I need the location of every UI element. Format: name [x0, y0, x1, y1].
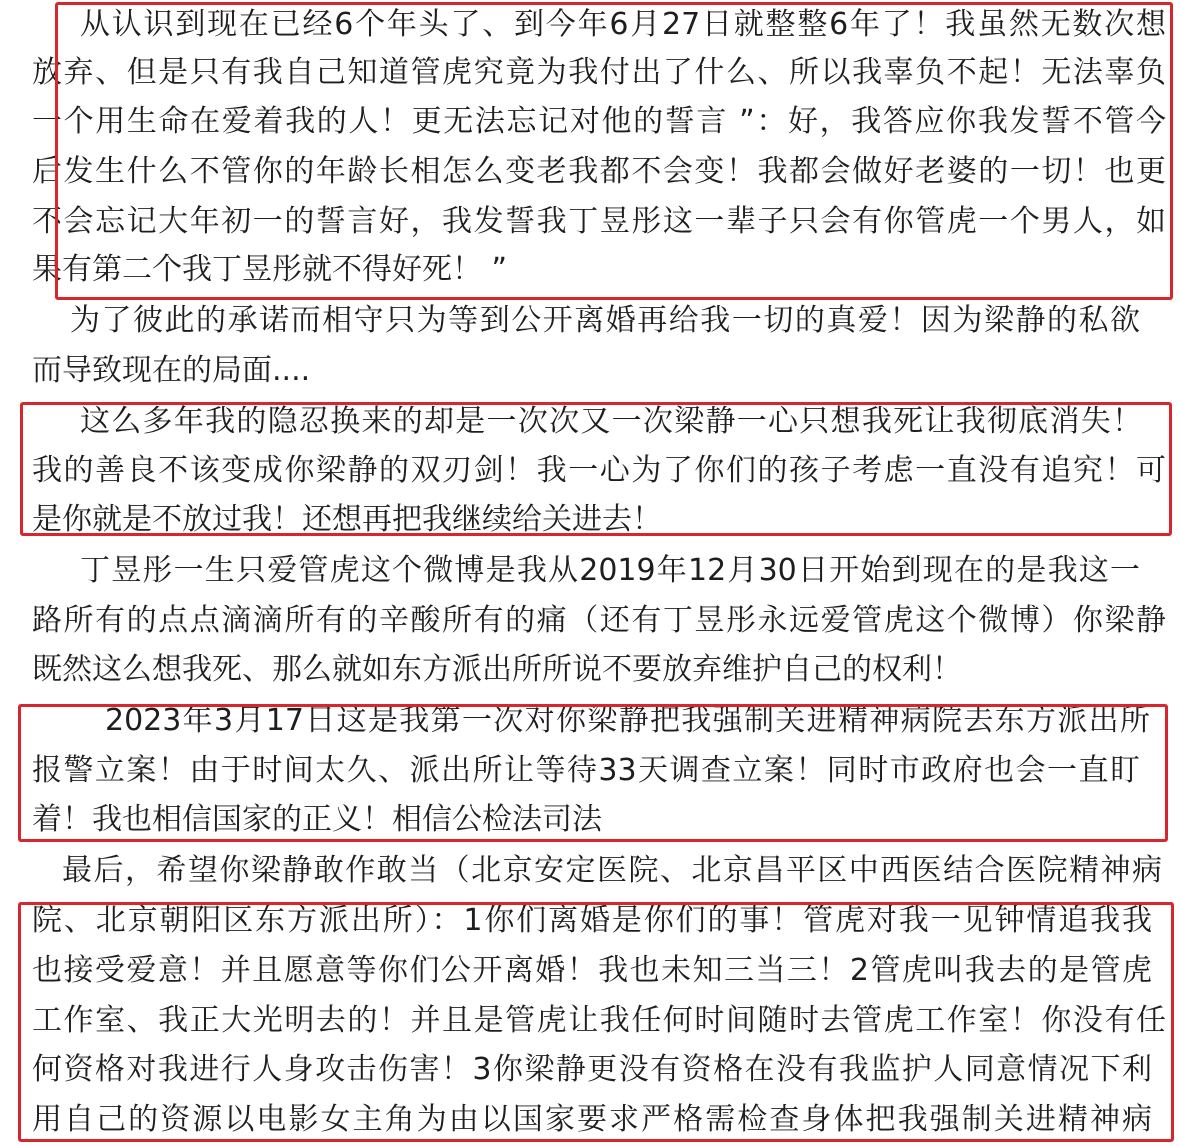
text-line: 最后，希望你梁静敢作敢当（北京安定医院、北京昌平区中西医结合医院精神病	[62, 853, 1162, 888]
text-line: 着！我也相信国家的正义！相信公检法司法	[32, 802, 602, 837]
text-line: 报警立案！由于时间太久、派出所让等待33天调查立案！同时市政府也会一直盯	[32, 753, 1140, 788]
text-line: 工作室、我正大光明去的！并且是管虎让我任何时间随时去管虎工作室！你没有任	[32, 1003, 1166, 1038]
text-line: 放弃、但是只有我自己知道管虎究竟为我付出了什么、所以我辜负不起！无法辜负	[32, 55, 1166, 90]
text-line: 为了彼此的承诺而相守只为等到公开离婚再给我一切的真爱！因为梁静的私欲	[70, 303, 1140, 338]
text-line: 而导致现在的局面....	[32, 353, 311, 388]
text-line: 何资格对我进行人身攻击伤害！3你梁静更没有资格在没有我监护人同意情况下利	[32, 1052, 1152, 1087]
text-line: 是你就是不放过我！还想再把我继续给关进去！	[32, 502, 662, 537]
text-line: 一个用生命在爱着我的人！更无法忘记对他的誓言 ”：好，我答应你我发誓不管今	[32, 104, 1166, 139]
text-line: 这么多年我的隐忍换来的却是一次次又一次梁静一心只想我死让我彻底消失！	[80, 404, 1142, 439]
text-line: 用自己的资源以电影女主角为由以国家要求严格需检查身体把我强制关进精神病	[32, 1102, 1152, 1137]
text-line: 果有第二个我丁昱彤就不得好死！ ”	[32, 252, 508, 287]
text-line: 路所有的点点滴滴所有的辛酸所有的痛（还有丁昱彤永远爱管虎这个微博）你梁静	[32, 603, 1166, 638]
text-line: 2023年3月17日这是我第一次对你梁静把我强制关进精神病院去东方派出所	[105, 703, 1150, 738]
text-line: 我的善良不该变成你梁静的双刃剑！我一心为了你们的孩子考虑一直没有追究！可	[32, 453, 1166, 488]
text-line: 后发生什么不管你的年龄长相怎么变老我都不会变！我都会做好老婆的一切！也更	[32, 154, 1166, 189]
text-line: 既然这么想我死、那么就如东方派出所所说不要放弃维护自己的权利！	[32, 652, 962, 687]
text-line: 从认识到现在已经6个年头了、到今年6月27日就整整6年了！我虽然无数次想	[80, 7, 1166, 42]
text-line: 不会忘记大年初一的誓言好，我发誓我丁昱彤这一辈子只会有你管虎一个男人，如	[32, 204, 1166, 239]
text-line: 院、北京朝阳区东方派出所）：1你们离婚是你们的事！管虎对我一见钟情追我我	[32, 903, 1152, 938]
text-line: 丁昱彤一生只爱管虎这个微博是我从2019年12月30日开始到现在的是我这一	[80, 553, 1140, 588]
text-line: 也接受爱意！并且愿意等你们公开离婚！我也未知三当三！2管虎叫我去的是管虎	[32, 953, 1152, 988]
